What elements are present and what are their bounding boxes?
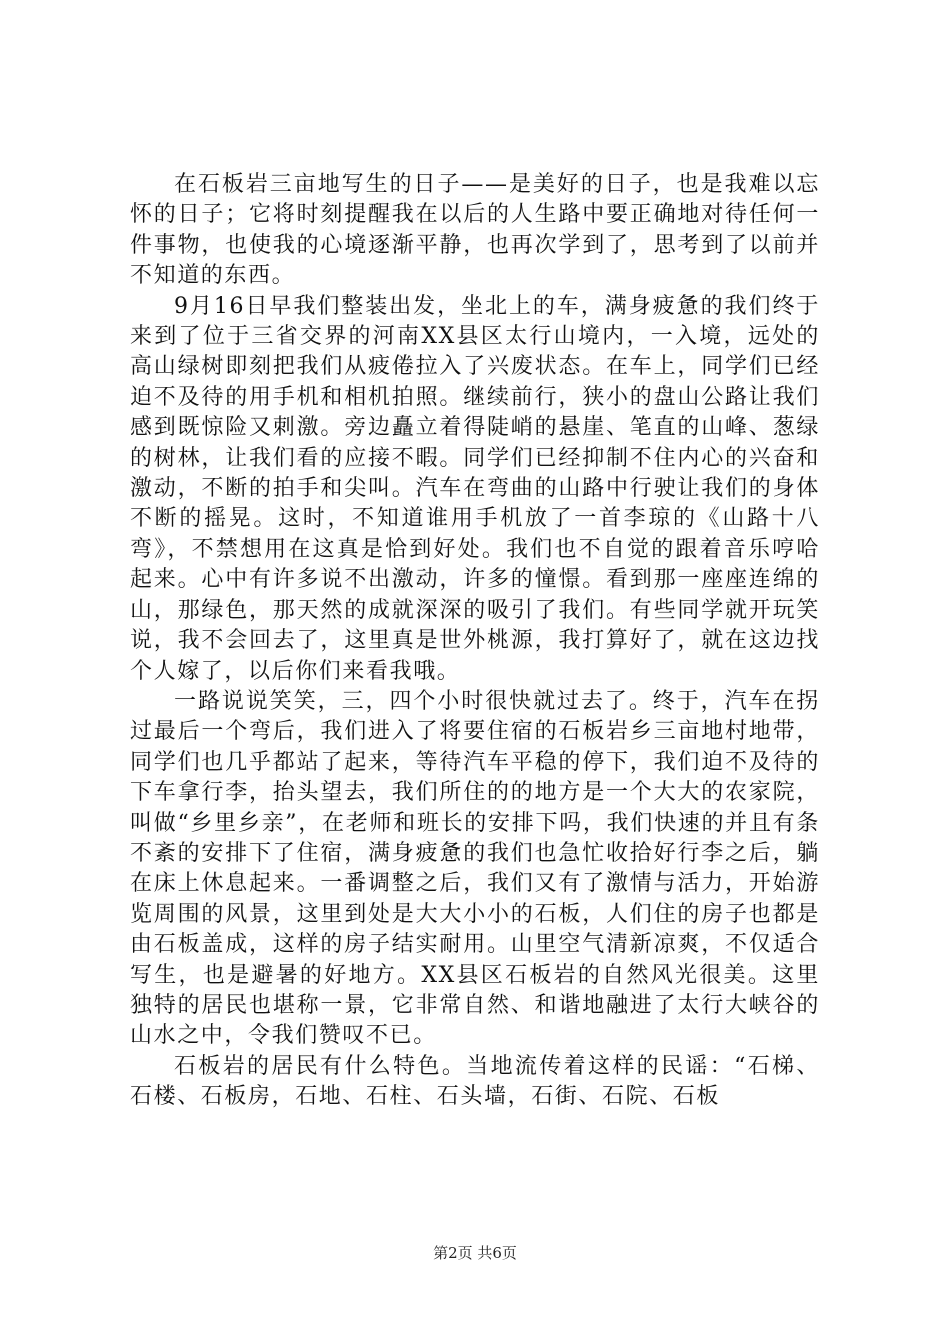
paragraph-4: 石板岩的居民有什么特色。当地流传着这样的民谣：“石梯、石楼、石板房，石地、石柱、石头墙，石街、石院、石板 [130, 1053, 820, 1110]
document-body [130, 170, 820, 1113]
page-number-footer: 第2页 共6页 [433, 1244, 517, 1262]
paragraph-1: 在石板岩三亩地写生的日子——是美好的日子，也是我难以忘怀的日子；它将时刻提醒我在以后的人生路中要正确地对待任何一件事物，也使我的心境逐渐平静，也再次学到了，思考到了以前并不知道的东西。 [130, 172, 820, 289]
paragraph-2: 9月16日早我们整装出发，坐北上的车，满身疲惫的我们终于来到了位于三省交界的河南XX县区太行山境内，一入境，远处的高山绿树即刻把我们从疲倦拉入了兴废状态。在车上，同学们已经迫不及待的用手机和相机拍照。继续前行，狭小的盘山公路让我们感到既惊险又刺激。旁边矗立着得陡峭的悬崖、笔直的山峰、葱绿的树林，让我们看的应接不暇。同学们已经抑制不住内心的兴奋和激动，不断的拍手和尖叫。汽车在弯曲的山路中行驶让我们的身体不断的摇晃。这时，不知道谁用手机放了一首李琼的《山路十八弯》，不禁想用在这真是恰到好处。我们也不自觉的跟着音乐哼哈起来。心中有许多说不出激动，许多的憧憬。看到那一座座连绵的山，那绿色，那天然的成就深深的吸引了我们。有些同学就开玩笑说，我不会回去了，这里真是世外桃源，我打算好了，就在这边找个人嫁了，以后你们来看我哦。 [130, 293, 820, 684]
paragraph-3: 一路说说笑笑，三，四个小时很快就过去了。终于，汽车在拐过最后一个弯后，我们进入了将要住宿的石板岩乡三亩地村地带，同学们也几乎都站了起来，等待汽车平稳的停下，我们迫不及待的下车拿行李，抬头望去，我们所住的的地方是一个大大的农家院，叫做“乡里乡亲”，在老师和班长的安排下吗，我们快速的并且有条不紊的安排下了住宿，满身疲惫的我们也急忙收拾好行李之后，躺在床上休息起来。一番调整之后，我们又有了激情与活力，开始游览周围的风景，这里到处是大大小小的石板，人们住的房子也都是由石板盖成，这样的房子结实耐用。山里空气清新凉爽，不仅适合写生，也是避暑的好地方。XX县区石板岩的自然风光很美。这里独特的居民也堪称一景，它非常自然、和谐地融进了太行大峡谷的山水之中，令我们赞叹不已。 [130, 688, 820, 1049]
